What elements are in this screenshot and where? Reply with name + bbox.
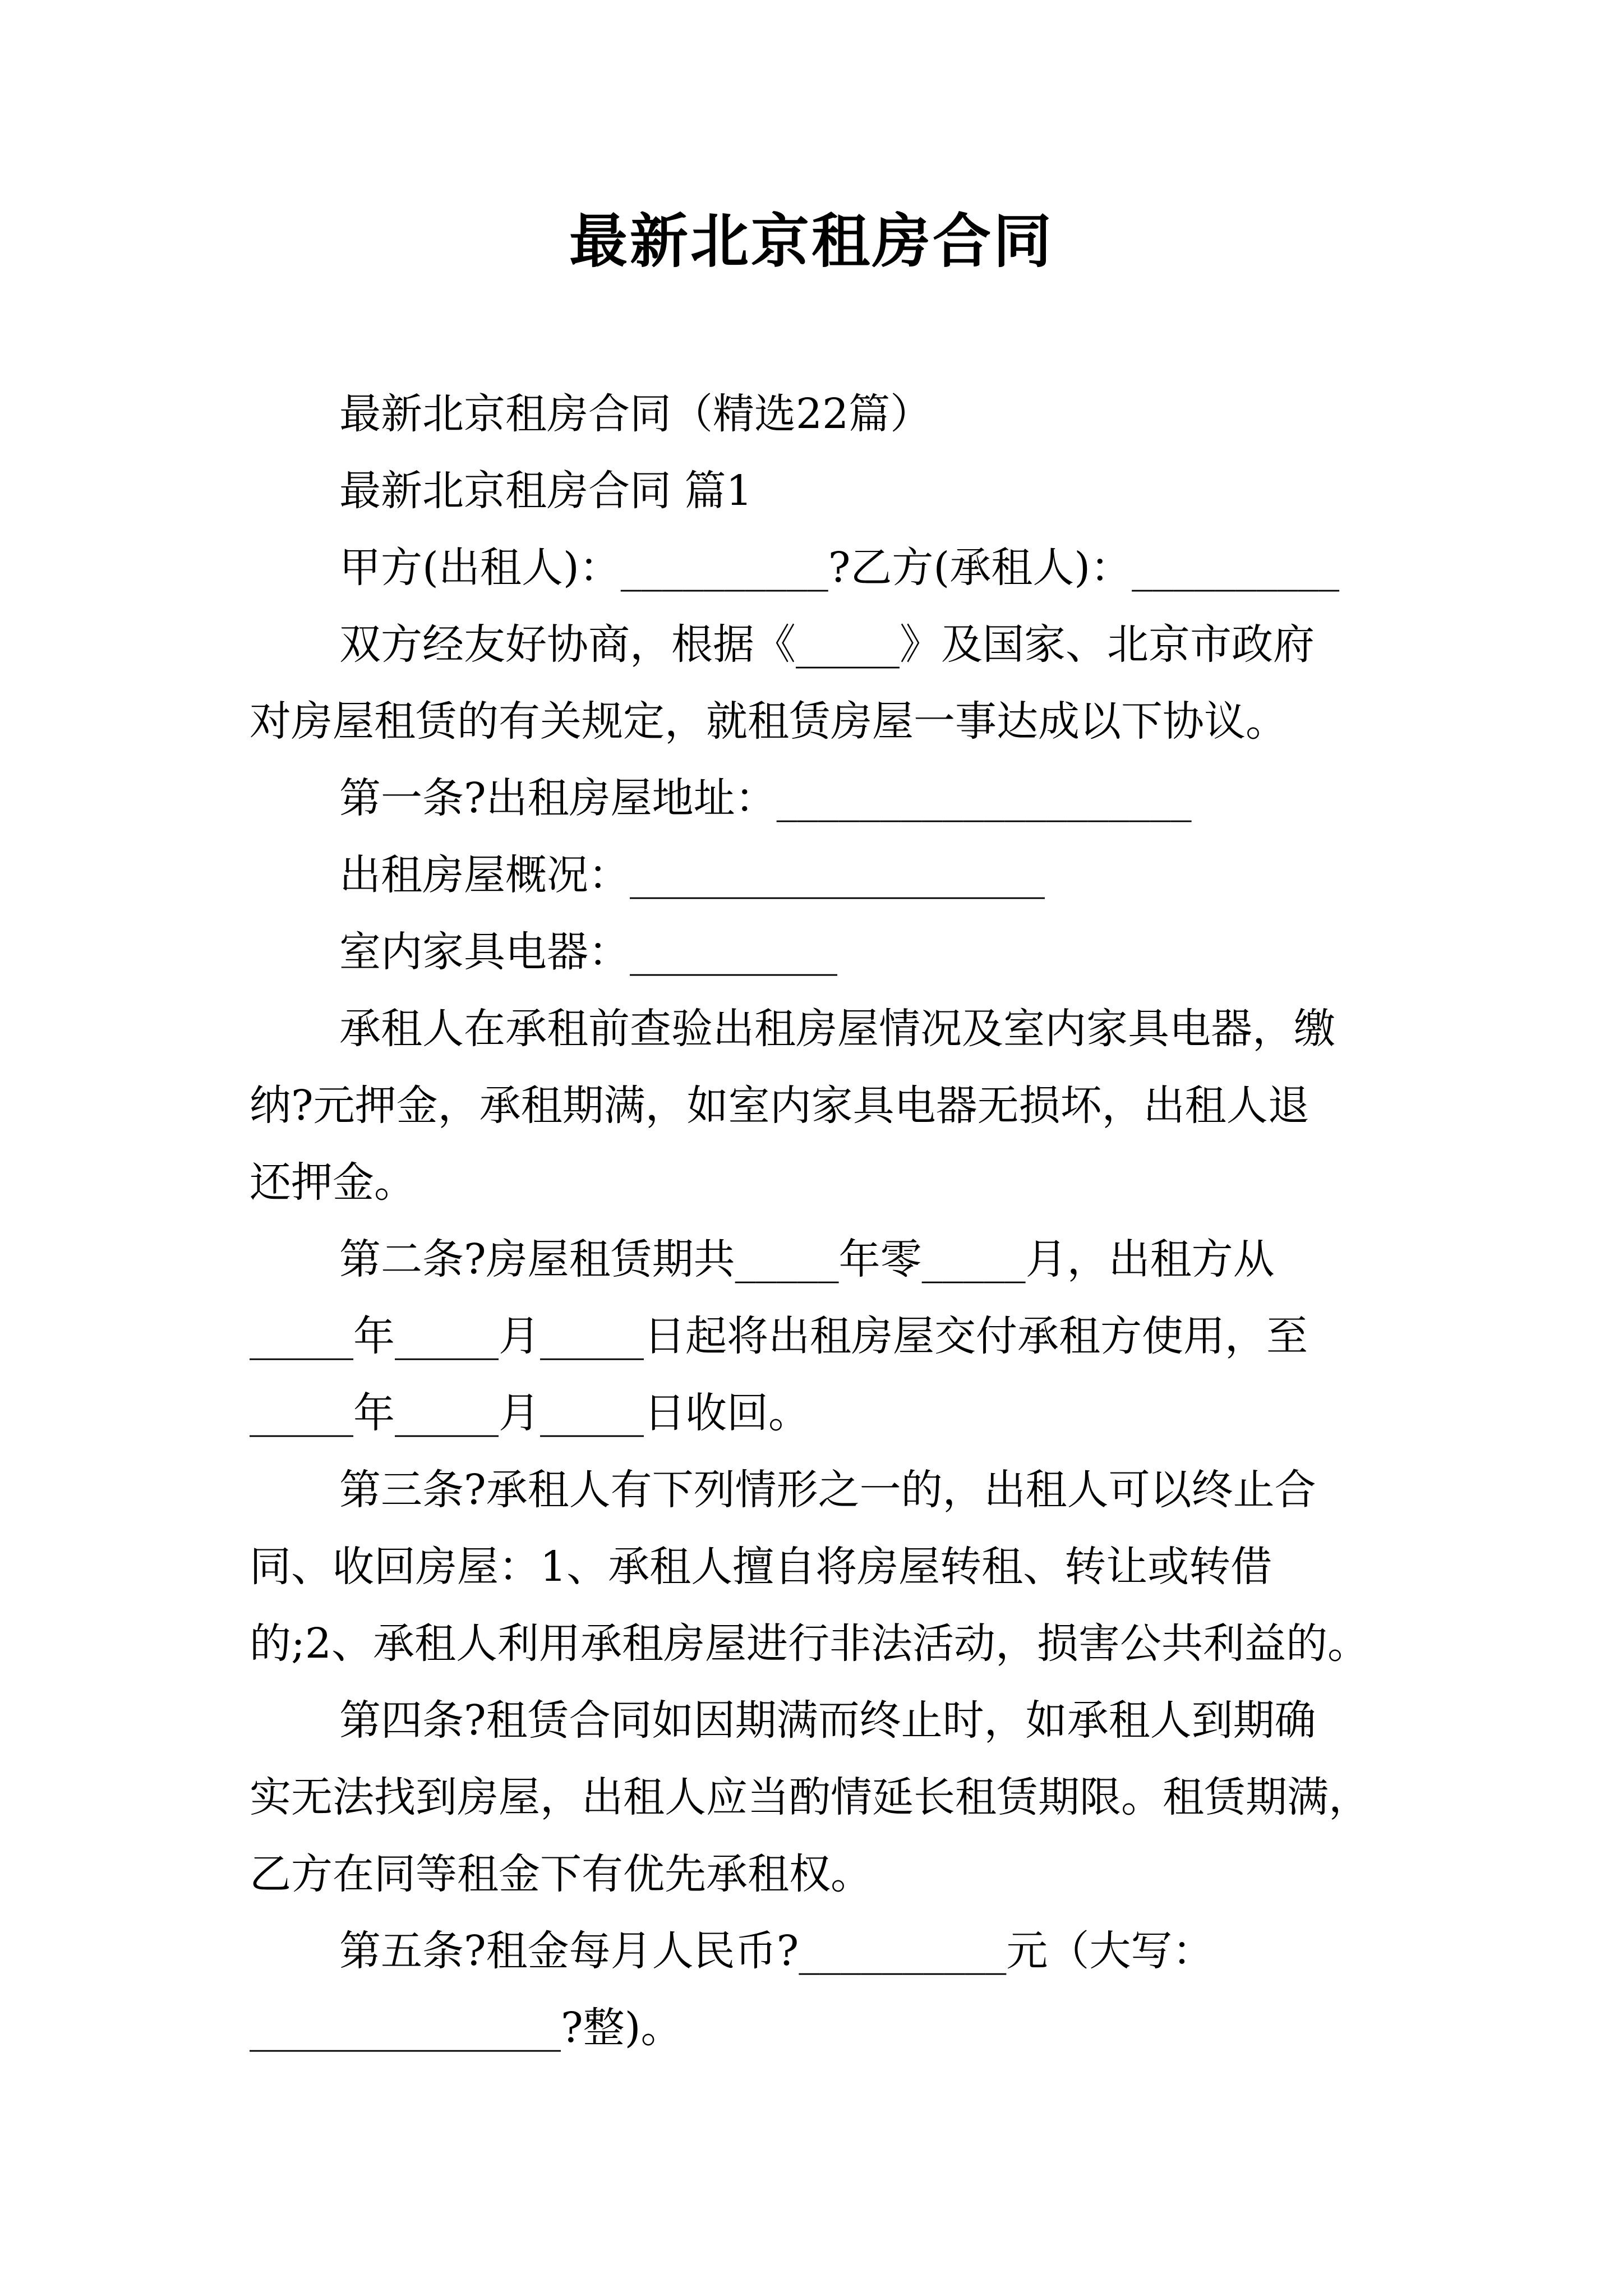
furniture-appliances: 室内家具电器：__________: [339, 928, 837, 976]
article-2-line: _____年_____月_____日起将出租房屋交付承租方使用，至: [250, 1312, 1308, 1360]
article-2-line: _____年_____月_____日收回。: [250, 1389, 810, 1437]
document-body: [250, 376, 1394, 2067]
article-3-line: 同、收回房屋：1、承租人擅自将房屋转租、转让或转借: [250, 1543, 1272, 1591]
article-4-line: 乙方在同等租金下有优先承租权。: [250, 1850, 872, 1898]
article-5-line: _______________?整)。: [250, 2004, 683, 2052]
paragraph-line: 双方经友好协商，根据《_____》及国家、北京市政府: [339, 620, 1315, 669]
article-4-line: 实无法找到房屋，出租人应当酌情延长租赁期限。租赁期满，: [250, 1773, 1370, 1821]
section-heading: 最新北京租房合同 篇1: [339, 467, 753, 515]
paragraph-line: 纳?元押金，承租期满，如室内家具电器无损坏，出租人退: [250, 1082, 1310, 1130]
article-4-line: 第四条?租赁合同如因期满而终止时，如承租人到期确: [339, 1696, 1316, 1745]
document-subtitle: 最新北京租房合同（精选22篇）: [339, 390, 932, 438]
parties-line: 甲方(出租人)：__________?乙方(承租人)：__________: [339, 544, 1340, 592]
property-overview: 出租房屋概况：____________________: [339, 851, 1045, 899]
article-3-line: 第三条?承租人有下列情形之一的，出租人可以终止合: [339, 1466, 1316, 1514]
article-2-line: 第二条?房屋租赁期共_____年零_____月，出租方从: [339, 1235, 1275, 1283]
document-title: 最新北京租房合同: [569, 206, 1054, 275]
paragraph-line: 对房屋租赁的有关规定，就租赁房屋一事达成以下协议。: [250, 697, 1287, 746]
article-3-line: 的;2、承租人利用承租房屋进行非法活动，损害公共利益的。: [250, 1619, 1370, 1668]
article-1-address: 第一条?出租房屋地址：____________________: [339, 774, 1192, 822]
paragraph-line: 还押金。: [250, 1158, 416, 1207]
paragraph-line: 承租人在承租前查验出租房屋情况及室内家具电器，缴: [339, 1005, 1335, 1053]
article-5-line: 第五条?租金每月人民币?__________元（大写：: [339, 1927, 1214, 1975]
